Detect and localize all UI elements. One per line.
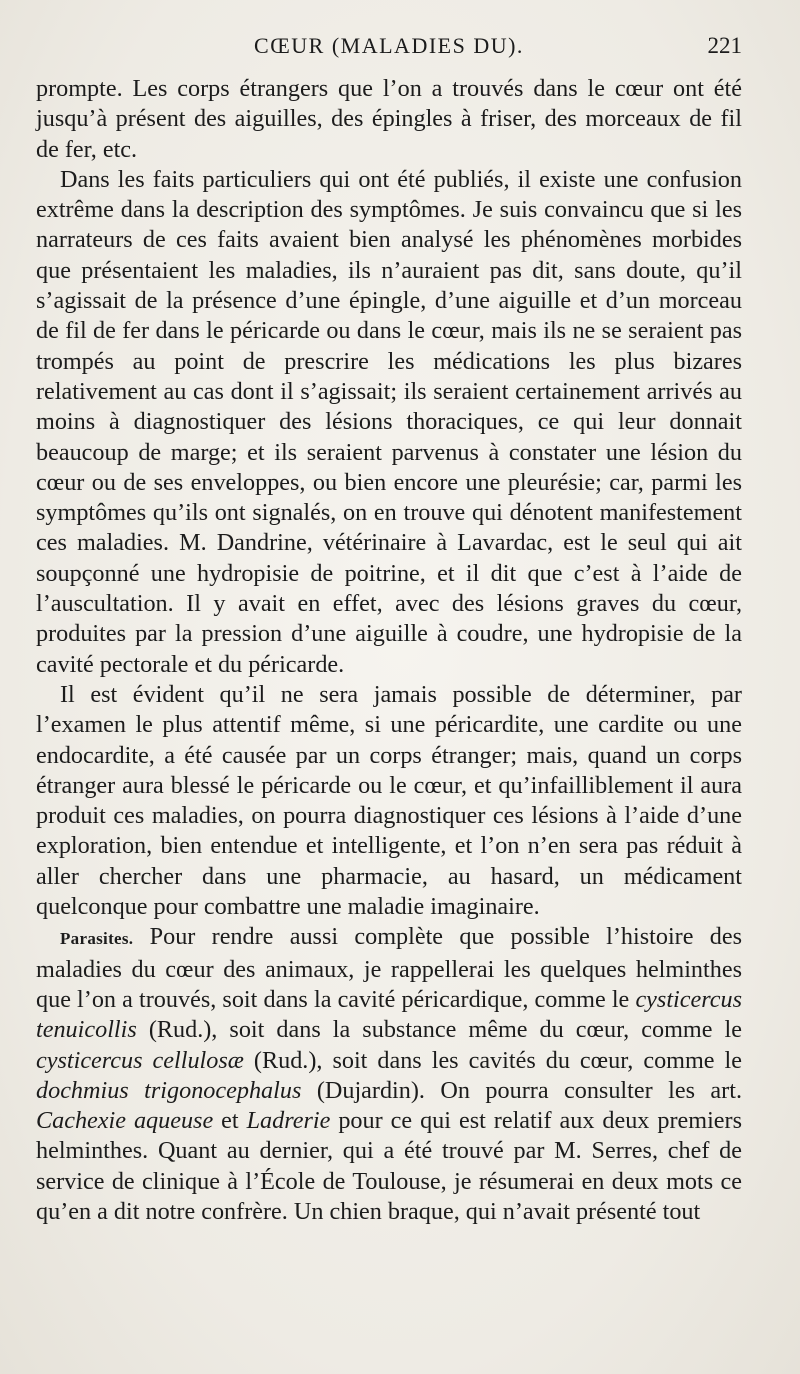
text-segment: (Rud.), soit dans les cavités du cœur, comme le [243,1046,743,1074]
paragraph-continued: prompte. Les corps étrangers que l’on a trouvés dans le cœur ont été jusqu’à présent des aiguilles, des épingles à friser, des morceaux de fil de fer, etc. [36,75,742,163]
article-reference: Ladrerie [246,1107,331,1135]
section-heading-parasites: Parasites. [60,929,134,949]
species-name: dochmius trigonocephalus [36,1076,302,1104]
species-name: cysticercus cellulosæ [36,1046,244,1074]
page-header [36,33,742,67]
text-segment: pour ce qui est relatif aux deux premiers helminthes. Quant au dernier, qui a été trouvé par M. Serres, chef de service de clinique à l’École de Toulouse, je résumerai en deux mots ce qu’en a dit notre confrère. Un chien braque, qui n’avait présenté tout [36,1107,742,1225]
text-segment: (Dujardin). On pourra consulter les art. [301,1076,742,1104]
article-reference: Cachexie aqueuse [36,1107,214,1135]
running-title: CŒUR (MALADIES DU). [254,33,524,58]
text-segment: et [213,1107,247,1135]
body-text [36,74,742,1227]
text-segment: (Rud.), soit dans la substance même du cœur, comme le [136,1016,742,1044]
paragraph-symptoms: Dans les faits particuliers qui ont été publiés, il existe une confusion extrême dans la description des symptômes. Je suis convaincu que si les narrateurs de ces faits avaient bien analysé les phénomènes morbides que présentaient les maladies, ils n’auraient pas dit, sans doute, qu’il s’agissait de la présence d’une épingle, d’une aiguille et d’un morceau de fil de fer dans le péricarde ou dans le cœur, mais ils ne se seraient pas trompés au point de prescrire les médications les plus bizares relativement au cas dont il s’agissait; ils seraient certainement arrivés au moins à diagnostiquer des lésions thoraciques, ce qui leur donnait beaucoup de marge; et ils seraient parvenus à constater une lésion du cœur ou de ses enveloppes, ou bien encore une pleurésie; car, parmi les symptômes qu’ils ont signalés, on en trouve qui dénotent manifestement ces maladies. M. Dandrine, vétérinaire à Lavardac, est le seul qui ait soupçonné une hydropisie de poitrine, et il dit que c’est à l’aide de l’auscultation. Il y avait en effet, avec des lésions graves du cœur, produites par la pression d’une aiguille à coudre, une hydropisie de la cavité pectorale et du péricarde. [36,165,742,678]
paragraph-diagnosis: Il est évident qu’il ne sera jamais possible de déterminer, par l’examen le plus attentif même, si une péricardite, une cardite ou une endocardite, a été causée par un corps étranger; mais, quand un corps étranger aura blessé le péricarde ou le cœur, et qu’infailliblement il aura produit ces maladies, on pourra diagnostiquer ces lésions à l’aide d’une exploration, bien entendue et intelligente, et l’on n’en sera pas réduit à aller chercher dans une pharmacie, au hasard, un médicament quelconque pour combattre une maladie imaginaire. [36,680,742,921]
species-name: cysticercus tenuicollis [36,985,742,1044]
page-number: 221 [707,33,742,58]
text-segment: Pour rendre aussi complète que possible l’histoire des maladies du cœur des animaux, je rappellerai les quelques helminthes que l’on a trouvés, soit dans la cavité péricardique, comme le [36,923,742,1013]
paragraph-parasites [36,922,742,1227]
